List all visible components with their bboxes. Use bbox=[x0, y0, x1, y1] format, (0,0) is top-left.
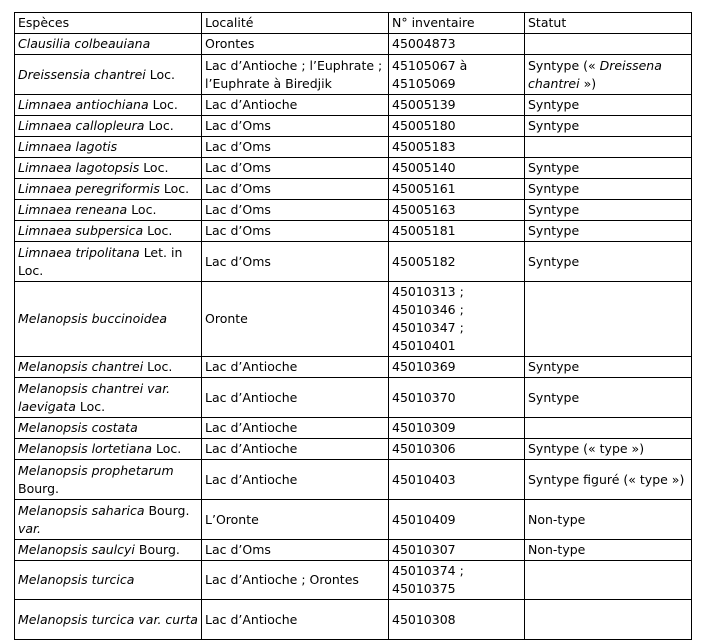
species-name-suffix: var. bbox=[18, 520, 42, 536]
species-author: Bourg. bbox=[18, 480, 59, 496]
status-italic: Dreissena chantrei bbox=[528, 57, 662, 91]
status-cell: Non-type bbox=[525, 540, 692, 561]
species-cell bbox=[15, 242, 202, 282]
species-author: Loc. bbox=[143, 359, 173, 374]
status-cell: Syntype bbox=[525, 200, 692, 221]
table-row bbox=[15, 561, 692, 600]
status-cell: Syntype bbox=[525, 95, 692, 116]
species-author: Loc. bbox=[148, 97, 178, 112]
inventory-cell: 45010308 bbox=[389, 600, 525, 640]
inventory-cell: 45010307 bbox=[389, 540, 525, 561]
species-author: Loc. bbox=[75, 398, 106, 414]
species-author: Bourg. bbox=[134, 542, 180, 557]
table-row bbox=[15, 179, 692, 200]
table-row bbox=[15, 34, 692, 55]
inventory-cell: 45010309 bbox=[389, 418, 525, 439]
inventory-cell: 45010313 ; 45010346 ; 45010347 ; 45010401 bbox=[389, 282, 525, 357]
table-row bbox=[15, 116, 692, 137]
species-cell bbox=[15, 137, 202, 158]
species-name: Limnaea tripolitana bbox=[18, 244, 140, 260]
table-row bbox=[15, 600, 692, 640]
table-row bbox=[15, 439, 692, 460]
species-name: Limnaea subpersica bbox=[18, 223, 144, 238]
species-name: Melanopsis turcica bbox=[18, 572, 135, 587]
table-row bbox=[15, 282, 692, 357]
table-row bbox=[15, 55, 692, 95]
species-cell bbox=[15, 378, 202, 418]
status-cell: Syntype bbox=[525, 378, 692, 418]
status-cell: Non-type bbox=[525, 500, 692, 540]
species-cell bbox=[15, 460, 202, 500]
header-species: Espèces bbox=[15, 13, 202, 34]
locality-cell: Lac d’Antioche bbox=[202, 600, 389, 640]
species-cell bbox=[15, 34, 202, 55]
table-row bbox=[15, 158, 692, 179]
species-author: Loc. bbox=[159, 181, 190, 196]
table-row bbox=[15, 540, 692, 561]
status-cell: Syntype bbox=[525, 179, 692, 200]
status-cell bbox=[525, 55, 692, 95]
locality-cell: Lac d’Oms bbox=[202, 540, 389, 561]
inventory-cell: 45005139 bbox=[389, 95, 525, 116]
locality-cell: Lac d’Oms bbox=[202, 242, 389, 282]
species-name: Melanopsis turcica var. curta bbox=[18, 611, 198, 627]
locality-cell: Lac d’Antioche ; Orontes bbox=[202, 561, 389, 600]
inventory-cell: 45105067 à 45105069 bbox=[389, 55, 525, 95]
status-suffix: ») bbox=[579, 75, 597, 91]
status-cell bbox=[525, 34, 692, 55]
locality-cell: Lac d’Oms bbox=[202, 221, 389, 242]
header-status: Statut bbox=[525, 13, 692, 34]
species-cell bbox=[15, 439, 202, 460]
inventory-cell: 45010409 bbox=[389, 500, 525, 540]
species-name: Limnaea lagotis bbox=[18, 139, 118, 154]
table-row bbox=[15, 418, 692, 439]
locality-cell: Lac d’Antioche bbox=[202, 378, 389, 418]
species-name: Melanopsis chantrei var. laevigata bbox=[18, 380, 171, 414]
species-cell bbox=[15, 418, 202, 439]
locality-cell: Lac d’Oms bbox=[202, 200, 389, 221]
species-cell bbox=[15, 95, 202, 116]
locality-cell: Oronte bbox=[202, 282, 389, 357]
locality-cell: Lac d’Antioche bbox=[202, 357, 389, 378]
status-cell bbox=[525, 282, 692, 357]
species-cell bbox=[15, 540, 202, 561]
species-cell bbox=[15, 500, 202, 540]
species-name: Melanopsis saharica bbox=[18, 502, 145, 518]
locality-cell: Lac d’Oms bbox=[202, 116, 389, 137]
species-cell bbox=[15, 221, 202, 242]
table-row bbox=[15, 137, 692, 158]
status-cell: Syntype (« type ») bbox=[525, 439, 692, 460]
species-cell bbox=[15, 561, 202, 600]
table-row bbox=[15, 500, 692, 540]
species-author: Loc. bbox=[144, 118, 174, 133]
species-author: Loc. bbox=[143, 223, 173, 238]
table-row bbox=[15, 200, 692, 221]
species-name: Melanopsis chantrei bbox=[18, 359, 144, 374]
species-cell bbox=[15, 600, 202, 640]
species-cell bbox=[15, 282, 202, 357]
locality-cell: Lac d’Antioche bbox=[202, 439, 389, 460]
status-cell bbox=[525, 418, 692, 439]
species-cell bbox=[15, 179, 202, 200]
status-prefix: Syntype (« bbox=[528, 57, 600, 73]
locality-cell: L’Oronte bbox=[202, 500, 389, 540]
species-name: Melanopsis saulcyi bbox=[18, 542, 135, 557]
species-name: Dreissensia chantrei bbox=[18, 66, 146, 82]
inventory-cell: 45005181 bbox=[389, 221, 525, 242]
table-row bbox=[15, 460, 692, 500]
header-row bbox=[15, 13, 692, 34]
species-name: Clausilia colbeauiana bbox=[18, 36, 151, 51]
species-cell bbox=[15, 116, 202, 137]
species-name: Limnaea callopleura bbox=[18, 118, 145, 133]
species-name: Melanopsis lortetiana bbox=[18, 441, 153, 456]
species-name: Melanopsis prophetarum bbox=[18, 462, 174, 478]
table-row bbox=[15, 95, 692, 116]
species-author: Bourg. bbox=[144, 502, 190, 518]
status-cell bbox=[525, 137, 692, 158]
species-name: Limnaea antiochiana bbox=[18, 97, 149, 112]
locality-cell: Lac d’Oms bbox=[202, 137, 389, 158]
species-author: Let. in Loc. bbox=[18, 244, 183, 278]
table-row bbox=[15, 357, 692, 378]
species-table bbox=[14, 12, 692, 640]
status-cell: Syntype figuré (« type ») bbox=[525, 460, 692, 500]
locality-cell: Lac d’Antioche bbox=[202, 418, 389, 439]
inventory-cell: 45010306 bbox=[389, 439, 525, 460]
inventory-cell: 45005163 bbox=[389, 200, 525, 221]
locality-cell: Lac d’Antioche ; l’Euphrate ; l’Euphrate à Biredjik bbox=[202, 55, 389, 95]
species-author: Loc. bbox=[145, 66, 175, 82]
header-locality: Localité bbox=[202, 13, 389, 34]
species-author: Loc. bbox=[127, 202, 157, 217]
table-row bbox=[15, 242, 692, 282]
inventory-cell: 45010369 bbox=[389, 357, 525, 378]
species-name: Limnaea reneana bbox=[18, 202, 128, 217]
status-cell: Syntype bbox=[525, 116, 692, 137]
species-author: Loc. bbox=[139, 160, 169, 175]
locality-cell: Lac d’Oms bbox=[202, 179, 389, 200]
inventory-cell: 45005180 bbox=[389, 116, 525, 137]
inventory-cell: 45005161 bbox=[389, 179, 525, 200]
status-cell: Syntype bbox=[525, 221, 692, 242]
species-cell bbox=[15, 357, 202, 378]
locality-cell: Lac d’Oms bbox=[202, 158, 389, 179]
locality-cell: Orontes bbox=[202, 34, 389, 55]
species-cell bbox=[15, 55, 202, 95]
inventory-cell: 45004873 bbox=[389, 34, 525, 55]
inventory-cell: 45005183 bbox=[389, 137, 525, 158]
species-name: Limnaea peregriformis bbox=[18, 181, 160, 196]
inventory-cell: 45010374 ; 45010375 bbox=[389, 561, 525, 600]
header-inventory: N° inventaire bbox=[389, 13, 525, 34]
status-cell bbox=[525, 561, 692, 600]
species-author: Loc. bbox=[152, 441, 182, 456]
species-name: Melanopsis buccinoidea bbox=[18, 311, 167, 326]
locality-cell: Lac d’Antioche bbox=[202, 460, 389, 500]
inventory-cell: 45010403 bbox=[389, 460, 525, 500]
table-row bbox=[15, 378, 692, 418]
inventory-cell: 45010370 bbox=[389, 378, 525, 418]
species-cell bbox=[15, 200, 202, 221]
species-name: Melanopsis costata bbox=[18, 420, 138, 435]
species-cell bbox=[15, 158, 202, 179]
locality-cell: Lac d’Antioche bbox=[202, 95, 389, 116]
table-row bbox=[15, 221, 692, 242]
status-cell: Syntype bbox=[525, 357, 692, 378]
status-cell bbox=[525, 600, 692, 640]
status-cell: Syntype bbox=[525, 242, 692, 282]
species-name: Limnaea lagotopsis bbox=[18, 160, 140, 175]
inventory-cell: 45005182 bbox=[389, 242, 525, 282]
inventory-cell: 45005140 bbox=[389, 158, 525, 179]
status-cell: Syntype bbox=[525, 158, 692, 179]
